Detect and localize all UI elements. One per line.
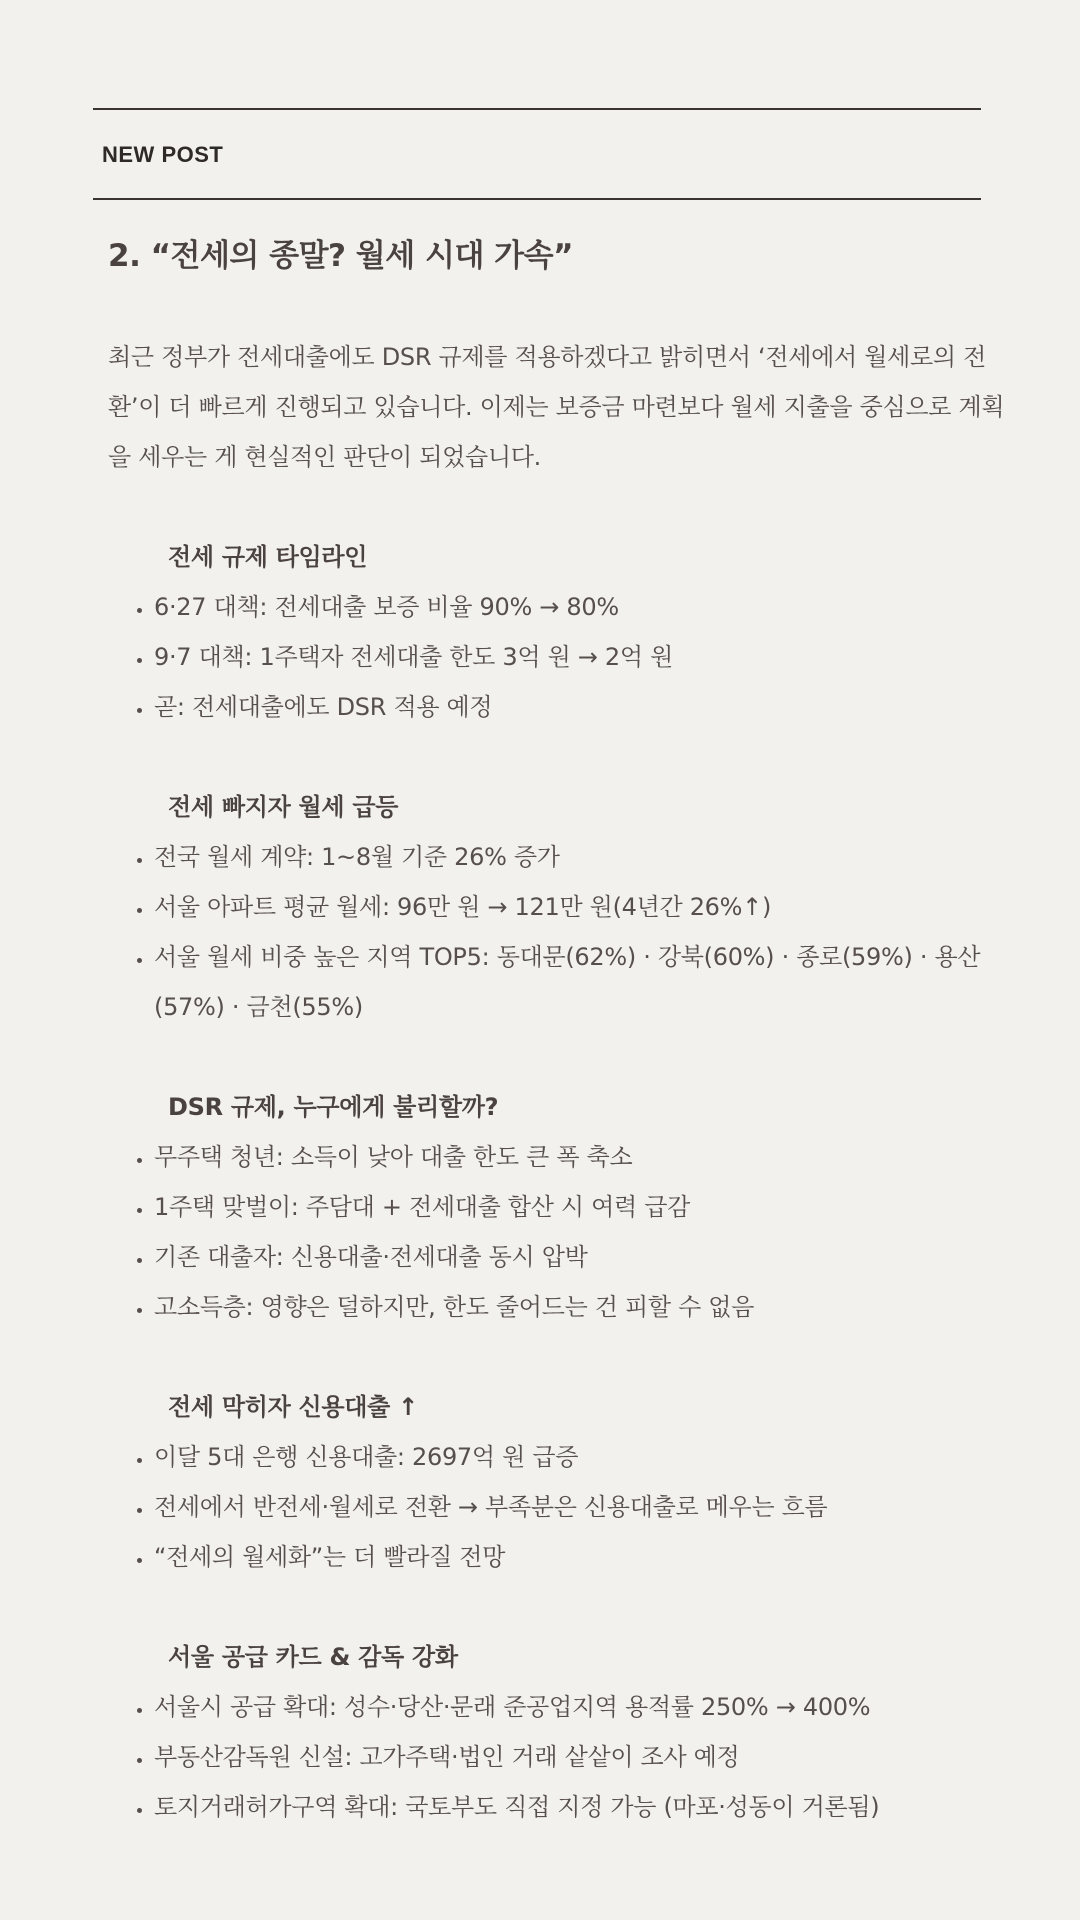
list-item: • 6·27 대책: 전세대출 보증 비율 90% → 80% xyxy=(154,582,1008,632)
post-intro: 최근 정부가 전세대출에도 DSR 규제를 적용하겠다고 밝히면서 ‘전세에서 월세로의 전환’이 더 빠르게 진행되고 있습니다. 이제는 보증금 마련보다 월세 지출을 중심으로 계획을 세우는 게 현실적인 판단이 되었습니다. xyxy=(108,343,1005,471)
post-title: 2. “전세의 종말? 월세 시대 가속” xyxy=(108,238,573,274)
list-item: • 고소득층: 영향은 덜하지만, 한도 줄어드는 건 피할 수 없음 xyxy=(154,1282,1008,1332)
list-item: • 서울 아파트 평균 월세: 96만 원 → 121만 원(4년간 26%↑) xyxy=(154,882,1008,932)
list-item: • 이달 5대 은행 신용대출: 2697억 원 급증 xyxy=(154,1432,1008,1482)
bullet-list xyxy=(108,832,1008,1032)
section-heading: 전세 빠지자 월세 급등 xyxy=(168,793,399,821)
list-item: • 서울 월세 비중 높은 지역 TOP5: 동대문(62%) · 강북(60%) · 종로(59%) · 용산(57%) · 금천(55%) xyxy=(154,932,1008,1032)
list-item: • 부동산감독원 신설: 고가주택·법인 거래 샅샅이 조사 예정 xyxy=(154,1732,1008,1782)
section-regulation-timeline xyxy=(108,532,1008,732)
list-item: • 서울시 공급 확대: 성수·당산·문래 준공업지역 용적률 250% → 400% xyxy=(154,1682,1008,1732)
section-credit-loans xyxy=(108,1382,1008,1582)
section-monthly-rent-surge xyxy=(108,782,1008,1032)
list-item: • “전세의 월세화”는 더 빨라질 전망 xyxy=(154,1532,1008,1582)
section-dsr-impact xyxy=(108,1082,1008,1332)
list-item: • 전세에서 반전세·월세로 전환 → 부족분은 신용대출로 메우는 흐름 xyxy=(154,1482,1008,1532)
new-post-label: NEW POST xyxy=(102,142,224,167)
post-content xyxy=(108,228,1008,1832)
list-item: • 전국 월세 계약: 1~8월 기준 26% 증가 xyxy=(154,832,1008,882)
list-item: • 토지거래허가구역 확대: 국토부도 직접 지정 가능 (마포·성동이 거론됨) xyxy=(154,1782,1008,1832)
section-seoul-supply xyxy=(108,1632,1008,1832)
bullet-list xyxy=(108,1432,1008,1582)
section-heading: 전세 규제 타임라인 xyxy=(168,543,368,571)
section-heading: 전세 막히자 신용대출 ↑ xyxy=(168,1393,418,1421)
bullet-list xyxy=(108,582,1008,732)
list-item: • 1주택 맞벌이: 주담대 + 전세대출 합산 시 여력 급감 xyxy=(154,1182,1008,1232)
list-item: • 무주택 청년: 소득이 낮아 대출 한도 큰 폭 축소 xyxy=(154,1132,1008,1182)
post-header xyxy=(93,108,981,200)
list-item: • 곧: 전세대출에도 DSR 적용 예정 xyxy=(154,682,1008,732)
section-heading: 서울 공급 카드 & 감독 강화 xyxy=(168,1643,458,1671)
section-heading: DSR 규제, 누구에게 불리할까? xyxy=(168,1093,499,1121)
list-item: • 기존 대출자: 신용대출·전세대출 동시 압박 xyxy=(154,1232,1008,1282)
bullet-list xyxy=(108,1132,1008,1332)
list-item: • 9·7 대책: 1주택자 전세대출 한도 3억 원 → 2억 원 xyxy=(154,632,1008,682)
bullet-list xyxy=(108,1682,1008,1832)
